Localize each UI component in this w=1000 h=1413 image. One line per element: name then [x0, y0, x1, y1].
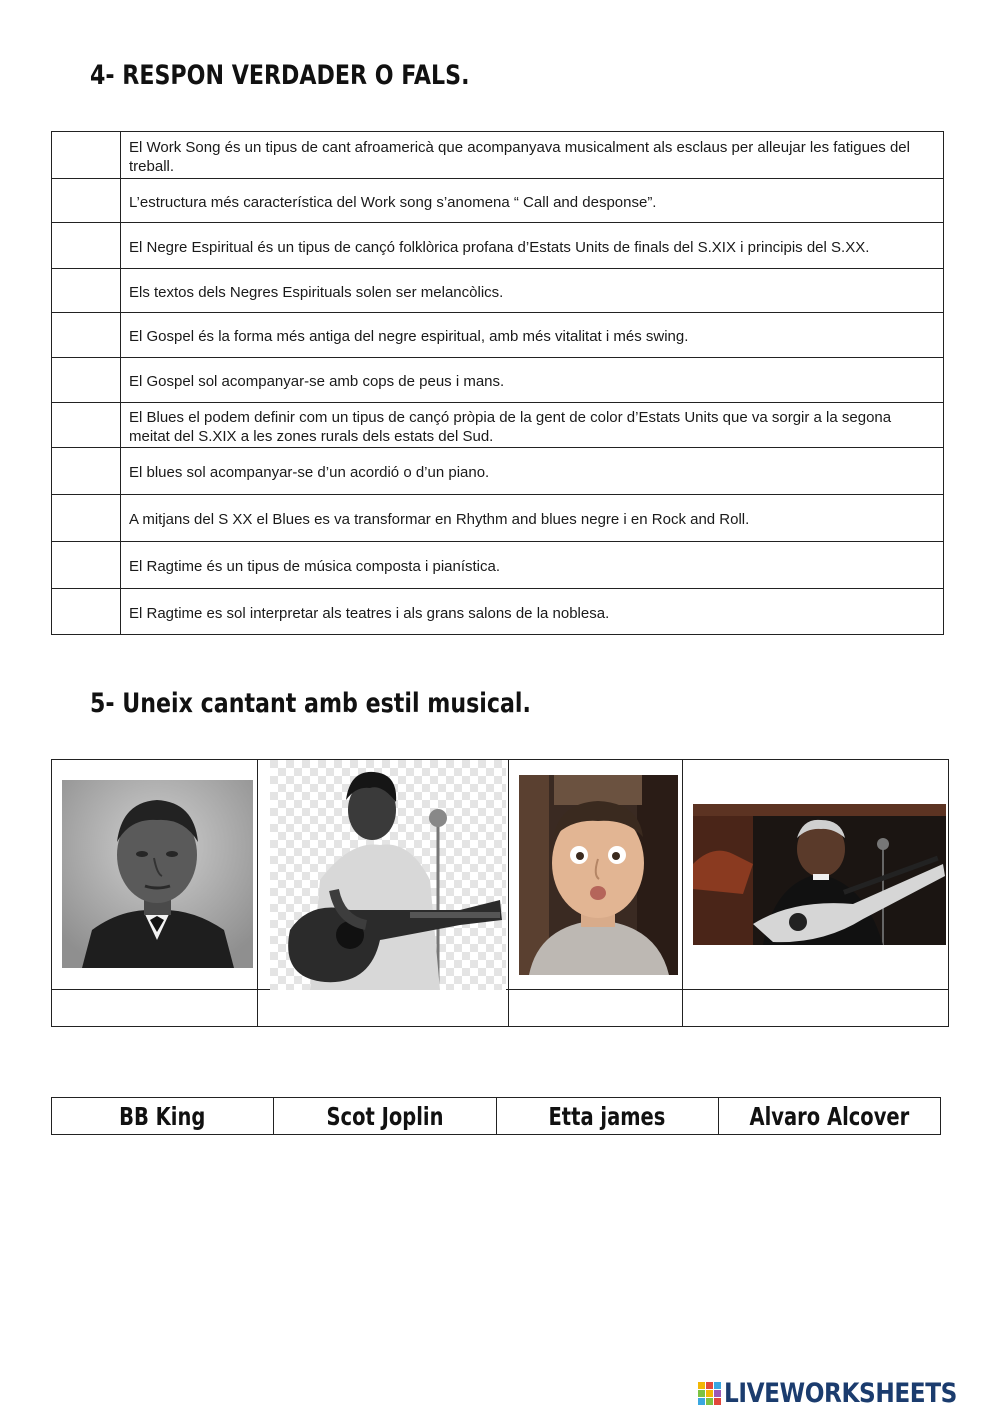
statement-text: El Ragtime és un tipus de música composta i pianística. — [121, 542, 944, 589]
answer-cell[interactable] — [52, 495, 121, 542]
answer-cell[interactable] — [52, 313, 121, 358]
brand-name: LIVEWORKSHEETS — [724, 1378, 957, 1409]
statement-text: El Work Song és un tipus de cant afroamericà que acompanyava musicalment als esclaus per alleujar les fatigues del treball. — [121, 132, 944, 179]
singer-name: Scot Joplin — [326, 1101, 444, 1131]
statement-text: El Ragtime es sol interpretar als teatres i als grans salons de la noblesa. — [121, 589, 944, 635]
section-5-title: 5- Uneix cantant amb estil musical. — [90, 688, 531, 719]
singer-names-table — [51, 1097, 941, 1135]
table-row — [52, 448, 944, 495]
table-row — [52, 542, 944, 589]
answer-row — [52, 990, 949, 1027]
answer-cell[interactable] — [683, 990, 949, 1027]
table-row — [52, 132, 944, 179]
statement-text: El Gospel sol acompanyar-se amb cops de peus i mans. — [121, 358, 944, 403]
singer-photo-4 — [693, 804, 946, 945]
singer-name: BB King — [119, 1101, 206, 1131]
answer-cell[interactable] — [52, 269, 121, 313]
true-false-table — [51, 131, 944, 635]
name-cell — [718, 1098, 940, 1135]
answer-cell[interactable] — [52, 589, 121, 635]
names-row — [52, 1098, 941, 1135]
answer-cell[interactable] — [52, 132, 121, 179]
answer-cell[interactable] — [52, 990, 258, 1027]
photo-cell — [509, 760, 683, 990]
answer-cell[interactable] — [52, 223, 121, 269]
singer-photo-2 — [270, 760, 506, 990]
name-cell — [52, 1098, 274, 1135]
singer-photo-1 — [62, 780, 253, 968]
answer-cell[interactable] — [52, 542, 121, 589]
singer-name: Etta james — [548, 1101, 666, 1131]
statement-text: Els textos dels Negres Espirituals solen ser melancòlics. — [121, 269, 944, 313]
statement-text: El blues sol acompanyar-se d’un acordió o d’un piano. — [121, 448, 944, 495]
singer-name: Alvaro Alcover — [749, 1101, 910, 1131]
table-row — [52, 495, 944, 542]
statement-text: L’estructura més característica del Work song s’anomena “ Call and desponse”. — [121, 179, 944, 223]
singer-photo-3 — [519, 775, 678, 975]
statement-text: El Negre Espiritual és un tipus de cançó folklòrica profana d’Estats Units de finals del S.XIX i principis del S.XX. — [121, 223, 944, 269]
answer-cell[interactable] — [52, 403, 121, 448]
table-row — [52, 223, 944, 269]
table-row — [52, 589, 944, 635]
photo-cell — [683, 760, 949, 990]
table-row — [52, 313, 944, 358]
answer-cell[interactable] — [258, 990, 509, 1027]
singer-photo-table — [51, 759, 949, 1027]
photo-cell — [52, 760, 258, 990]
section-4-title: 4- RESPON VERDADER O FALS. — [90, 60, 470, 91]
statement-text: El Blues el podem definir com un tipus de cançó pròpia de la gent de color d’Estats Units que va sorgir a la segona meitat del S.XIX a les zones rurals dels estats del Sud. — [121, 403, 944, 448]
name-cell — [496, 1098, 718, 1135]
statement-text: El Gospel és la forma més antiga del negre espiritual, amb més vitalitat i més swing. — [121, 313, 944, 358]
liveworksheets-logo-icon — [698, 1382, 722, 1406]
answer-cell[interactable] — [52, 358, 121, 403]
statement-text: A mitjans del S XX el Blues es va transformar en Rhythm and blues negre i en Rock and Roll. — [121, 495, 944, 542]
photo-cell — [258, 760, 509, 990]
name-cell — [274, 1098, 496, 1135]
table-row — [52, 403, 944, 448]
table-row — [52, 179, 944, 223]
table-row — [52, 269, 944, 313]
photo-row — [52, 760, 949, 990]
answer-cell[interactable] — [52, 179, 121, 223]
answer-cell[interactable] — [52, 448, 121, 495]
answer-cell[interactable] — [509, 990, 683, 1027]
table-row — [52, 358, 944, 403]
